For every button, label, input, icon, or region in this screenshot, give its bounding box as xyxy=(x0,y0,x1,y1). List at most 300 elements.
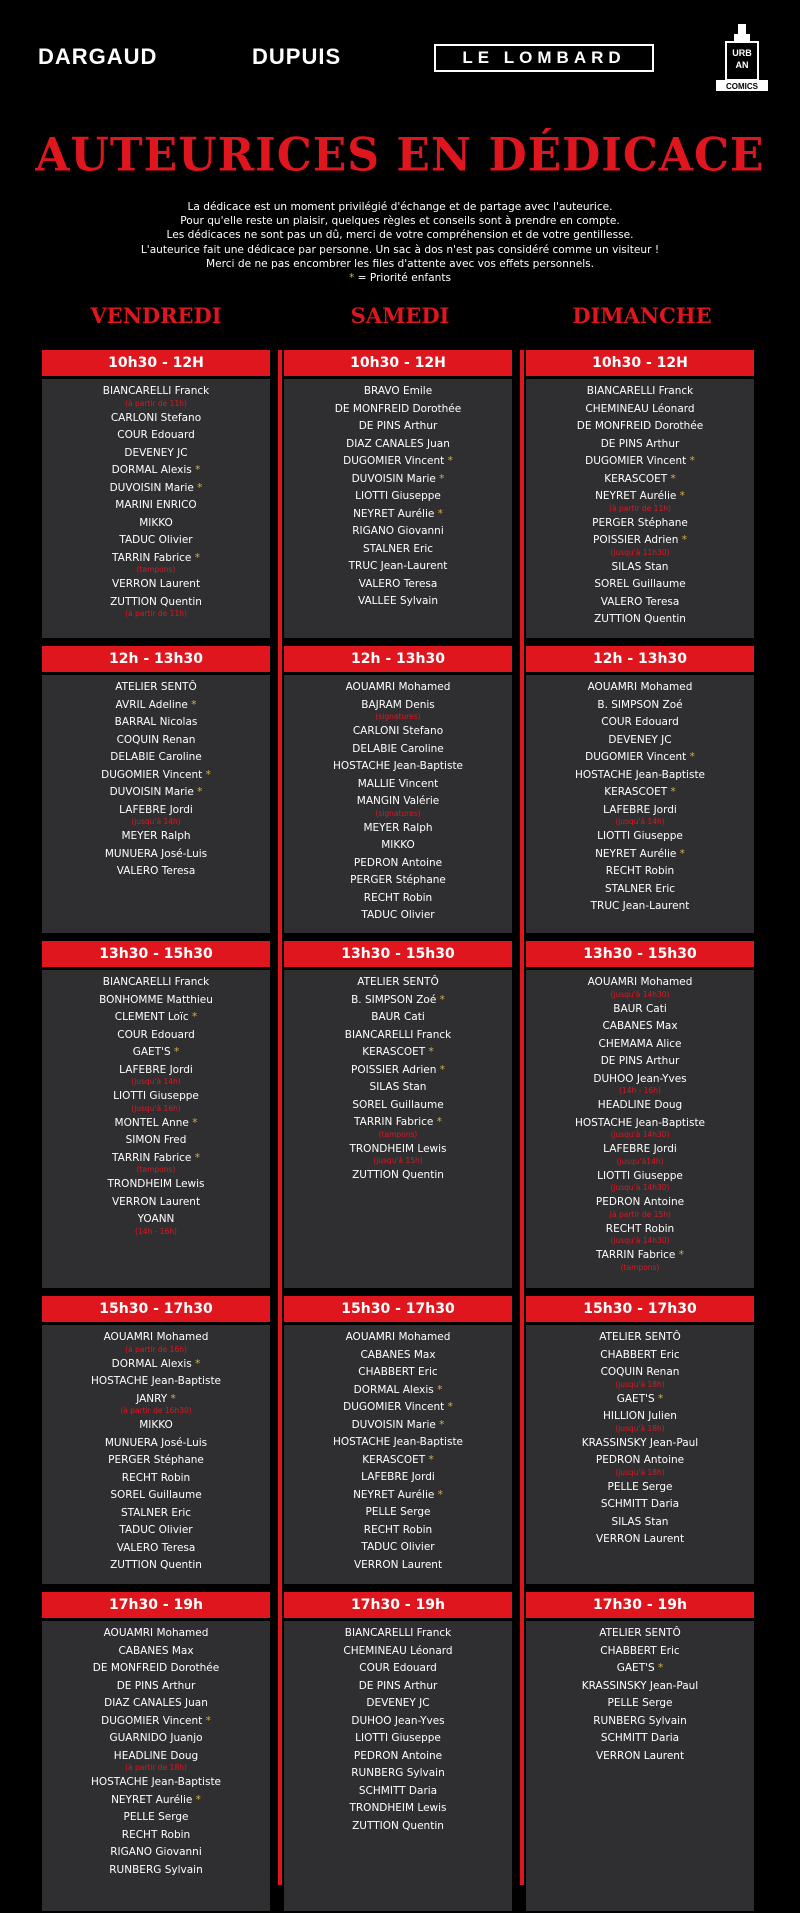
author-entry xyxy=(526,1679,754,1694)
author-name xyxy=(526,1497,754,1512)
author-entry xyxy=(526,472,754,487)
author-entry xyxy=(284,1348,512,1363)
author-name xyxy=(42,1558,270,1573)
author-entry xyxy=(526,612,754,627)
author-name-text: RECHT Robin xyxy=(363,1523,433,1536)
dargaud-logo: DARGAUD xyxy=(38,44,158,69)
author-name-text: PEDRON Antoine xyxy=(353,1749,443,1762)
time-slot xyxy=(42,646,270,933)
child-priority-star-icon: * xyxy=(188,1011,198,1023)
author-name xyxy=(284,777,512,792)
author-name xyxy=(284,419,512,434)
author-name xyxy=(42,1523,270,1538)
author-name-text: ZUTTION Quentin xyxy=(352,1169,444,1181)
author-name xyxy=(526,577,754,592)
author-note: (à partir de 16h) xyxy=(125,1344,187,1354)
author-name-text: TRONDHEIM Lewis xyxy=(107,1178,205,1190)
author-note: (jusqu'à14h) xyxy=(616,1156,664,1166)
author-name xyxy=(526,1515,754,1530)
author-entry xyxy=(526,1365,754,1389)
author-name xyxy=(284,1661,512,1676)
author-entry xyxy=(42,1374,270,1389)
author-name-text: CHABBERT Eric xyxy=(358,1366,438,1378)
author-entry xyxy=(526,864,754,879)
author-name xyxy=(284,1063,512,1078)
author-entry xyxy=(42,1151,270,1175)
author-name xyxy=(42,1151,270,1166)
time-slot-header: 12h - 13h30 xyxy=(42,646,270,672)
author-name-text: CABANES Max xyxy=(602,1020,678,1032)
author-name xyxy=(42,1436,270,1451)
author-entry xyxy=(284,1028,512,1043)
author-entry xyxy=(42,384,270,408)
author-entry xyxy=(526,1749,754,1764)
author-name xyxy=(284,821,512,836)
child-priority-star-icon: * xyxy=(435,472,445,485)
author-name-text: PERGER Stéphane xyxy=(350,874,446,886)
urban-comics-tower-icon xyxy=(712,22,772,94)
author-name-text: HILLION Julien xyxy=(603,1410,677,1422)
author-entry xyxy=(42,1418,270,1433)
author-entry xyxy=(284,1142,512,1166)
author-name xyxy=(284,1080,512,1095)
author-name xyxy=(42,1471,270,1486)
time-slot xyxy=(284,646,512,933)
author-entry xyxy=(284,472,512,487)
author-name-text: MANGIN Valérie xyxy=(356,795,440,807)
author-name-text: KERASCOET xyxy=(604,472,668,485)
author-name-text: VALLEE Sylvain xyxy=(357,595,439,607)
intro-line: Merci de ne pas encombrer les files d'attente avec vos effets personnels. xyxy=(205,257,595,270)
author-name-text: DUGOMIER Vincent xyxy=(101,1714,203,1727)
author-list xyxy=(526,1325,754,1584)
author-name xyxy=(284,838,512,853)
author-name-text: KERASCOET xyxy=(362,1453,426,1466)
author-note: (à partir de 15h) xyxy=(609,1209,671,1219)
author-entry xyxy=(42,1810,270,1825)
author-name-text: CLEMENT Loïc xyxy=(114,1011,189,1023)
author-name-text: VERRON Laurent xyxy=(111,1195,201,1208)
author-name xyxy=(526,1409,754,1424)
author-name xyxy=(42,1661,270,1676)
author-name xyxy=(284,1418,512,1433)
author-note: (à partir de 16h30) xyxy=(120,1406,192,1415)
author-name-text: RECHT Robin xyxy=(605,1222,675,1235)
time-slot xyxy=(284,350,512,638)
author-name-text: PELLE Serge xyxy=(607,1480,673,1493)
author-name-text: VALERO Teresa xyxy=(600,595,680,608)
author-name-text: RUNBERG Sylvain xyxy=(109,1863,203,1876)
child-priority-star-icon: * xyxy=(676,847,685,860)
author-entry xyxy=(42,829,270,844)
author-name-text: SOREL Guillaume xyxy=(352,1098,444,1111)
author-name xyxy=(284,1801,512,1816)
author-name xyxy=(284,1330,512,1345)
time-slot-header: 17h30 - 19h xyxy=(526,1592,754,1618)
author-name-text: HOSTACHE Jean-Baptiste xyxy=(332,1436,464,1448)
author-entry xyxy=(526,1142,754,1166)
author-entry xyxy=(526,402,754,417)
column-divider xyxy=(520,350,524,1885)
author-entry xyxy=(42,1661,270,1676)
author-entry xyxy=(284,1400,512,1415)
author-name-text: LAFEBRE Jordi xyxy=(119,803,193,816)
author-entry xyxy=(284,1679,512,1694)
author-name xyxy=(284,1749,512,1764)
intro-line: L'auteurice fait une dédicace par personne. Un sac à dos n'est pas considéré comme un visiteur ! xyxy=(140,243,660,256)
author-name xyxy=(42,595,270,610)
author-list xyxy=(284,1325,512,1584)
child-priority-star-icon: * xyxy=(202,768,211,781)
time-slot-header: 10h30 - 12H xyxy=(42,350,270,376)
author-entry xyxy=(284,1365,512,1380)
author-name xyxy=(284,594,512,609)
author-name-text: CHABBERT Eric xyxy=(600,1348,680,1361)
author-name xyxy=(42,1357,270,1372)
author-name-text: DE MONFREID Dorothée xyxy=(576,420,704,432)
author-name-text: BIANCARELLI Franck xyxy=(344,1028,452,1041)
author-name xyxy=(42,533,270,548)
author-entry xyxy=(284,1523,512,1538)
author-entry xyxy=(42,1195,270,1210)
child-priority-star-icon: * xyxy=(425,1046,434,1058)
author-name xyxy=(42,1063,270,1078)
author-name-text: DORMAL Alexis xyxy=(111,1357,192,1370)
author-name-text: TADUC Olivier xyxy=(361,909,435,921)
author-entry xyxy=(526,454,754,469)
author-name xyxy=(526,1248,754,1263)
author-entry xyxy=(42,1793,270,1808)
author-name xyxy=(526,1195,754,1210)
child-priority-star-icon: * xyxy=(191,551,200,564)
author-entry xyxy=(42,975,270,990)
author-entry xyxy=(42,533,270,548)
child-priority-star-icon: * xyxy=(170,1046,180,1058)
author-name xyxy=(526,533,754,548)
author-name xyxy=(526,516,754,531)
author-list xyxy=(42,675,270,933)
author-name-text: CHEMINEAU Léonard xyxy=(585,402,695,415)
author-name xyxy=(526,829,754,844)
author-name-text: TARRIN Fabrice xyxy=(354,1116,434,1128)
author-list xyxy=(284,970,512,1288)
author-entry xyxy=(42,847,270,862)
author-name-text: RIGANO Giovanni xyxy=(352,525,444,537)
author-name-text: DE PINS Arthur xyxy=(600,1055,680,1067)
author-name-text: STALNER Eric xyxy=(362,542,434,555)
author-name xyxy=(42,1845,270,1860)
author-entry xyxy=(284,724,512,739)
time-slot-header: 17h30 - 19h xyxy=(42,1592,270,1618)
author-name-text: DUVOISIN Marie xyxy=(109,481,194,494)
author-name xyxy=(42,1089,270,1104)
author-name xyxy=(284,1115,512,1130)
author-name-text: BAUR Cati xyxy=(613,1002,667,1015)
author-entry xyxy=(284,1505,512,1520)
child-priority-star-icon: * xyxy=(191,464,201,476)
author-entry xyxy=(526,1515,754,1530)
svg-text:AN: AN xyxy=(735,60,749,70)
author-entry xyxy=(526,516,754,531)
author-name xyxy=(42,1392,270,1407)
author-entry xyxy=(42,1644,270,1659)
author-name xyxy=(526,402,754,417)
author-entry xyxy=(526,1116,754,1140)
author-name xyxy=(284,1348,512,1363)
child-priority-star-icon: * xyxy=(678,534,687,546)
author-entry xyxy=(526,1644,754,1659)
author-name-text: SCHMITT Daria xyxy=(358,1784,438,1797)
column-divider xyxy=(278,350,282,1885)
author-note: (jusqu'à 14h) xyxy=(131,1077,181,1086)
author-name xyxy=(284,794,512,809)
author-entry xyxy=(42,1714,270,1729)
author-name-text: PERGER Stéphane xyxy=(108,1454,204,1466)
child-priority-star-icon: * xyxy=(433,1383,443,1396)
author-entry xyxy=(284,1080,512,1095)
author-name-text: AOUAMRI Mohamed xyxy=(345,681,451,693)
author-entry xyxy=(526,1019,754,1034)
author-name-text: MIKKO xyxy=(139,516,173,529)
author-name-text: STALNER Eric xyxy=(604,882,676,895)
author-name-text: ZUTTION Quentin xyxy=(110,1559,202,1571)
author-name-text: AOUAMRI Mohamed xyxy=(103,1331,209,1343)
author-entry xyxy=(42,1471,270,1486)
child-priority-star-icon: * xyxy=(193,481,203,494)
author-name-text: COQUIN Renan xyxy=(600,1366,680,1378)
author-name xyxy=(42,1418,270,1433)
author-entry xyxy=(284,1626,512,1641)
time-slot-header: 15h30 - 17h30 xyxy=(42,1296,270,1322)
author-entry xyxy=(284,507,512,522)
author-name-text: DUVOISIN Marie xyxy=(351,1418,436,1431)
author-entry xyxy=(42,498,270,513)
author-name-text: DE PINS Arthur xyxy=(600,437,680,450)
child-priority-star-icon: * xyxy=(425,1453,434,1466)
author-entry xyxy=(42,463,270,478)
author-entry xyxy=(284,1661,512,1676)
child-priority-star-icon: * xyxy=(676,490,685,502)
author-entry xyxy=(526,847,754,862)
author-note: (jusqu'à 14h) xyxy=(615,817,665,826)
author-entry xyxy=(284,856,512,871)
author-entry xyxy=(284,594,512,609)
author-entry xyxy=(284,1749,512,1764)
author-name-text: AOUAMRI Mohamed xyxy=(345,1331,451,1343)
author-entry xyxy=(42,446,270,461)
author-entry xyxy=(526,1222,754,1246)
author-name-text: LIOTTI Giuseppe xyxy=(597,830,683,842)
author-note: (jusqu'à 18h) xyxy=(615,1379,665,1389)
author-name-text: HEADLINE Doug xyxy=(113,1749,199,1762)
author-name-text: VALERO Teresa xyxy=(358,577,438,590)
author-name xyxy=(42,1749,270,1764)
author-name xyxy=(42,577,270,592)
time-slot xyxy=(284,1592,512,1911)
author-entry xyxy=(42,551,270,575)
author-name-text: POISSIER Adrien xyxy=(351,1063,437,1076)
author-name xyxy=(284,1626,512,1641)
author-note: (à partir de 11h) xyxy=(609,503,671,513)
author-name-text: GAET'S xyxy=(616,1392,655,1405)
author-list xyxy=(42,1621,270,1911)
author-name xyxy=(284,1505,512,1520)
author-name xyxy=(284,1523,512,1538)
author-entry xyxy=(526,1731,754,1746)
author-name xyxy=(284,384,512,399)
author-name-text: MUNUERA José-Luis xyxy=(104,1436,208,1449)
author-name-text: DORMAL Alexis xyxy=(353,1383,434,1396)
author-name-text: ZUTTION Quentin xyxy=(352,1819,444,1832)
author-list xyxy=(42,379,270,638)
author-name xyxy=(42,551,270,566)
author-entry xyxy=(42,1330,270,1354)
author-name-text: NEYRET Aurélie xyxy=(111,1793,193,1806)
author-name-text: AOUAMRI Mohamed xyxy=(587,976,693,988)
author-name-text: SIMON Fred xyxy=(125,1134,187,1146)
author-note: (jusqu'à 14h) xyxy=(131,817,181,826)
author-name-text: LAFEBRE Jordi xyxy=(603,1143,677,1155)
author-name-text: CABANES Max xyxy=(360,1348,436,1361)
author-name xyxy=(42,733,270,748)
author-entry xyxy=(284,1470,512,1485)
author-list xyxy=(526,1621,754,1911)
author-name xyxy=(284,856,512,871)
author-name-text: RUNBERG Sylvain xyxy=(351,1767,445,1779)
author-name-text: CARLONI Stefano xyxy=(352,725,444,737)
author-entry xyxy=(526,1330,754,1345)
author-name-text: NEYRET Aurélie xyxy=(353,1488,435,1501)
author-entry xyxy=(284,1766,512,1781)
author-name xyxy=(526,1054,754,1069)
author-name xyxy=(526,1749,754,1764)
author-entry xyxy=(284,794,512,818)
author-name xyxy=(526,1142,754,1157)
author-name xyxy=(42,803,270,818)
child-priority-star-icon: * xyxy=(444,1401,453,1413)
author-name xyxy=(284,1142,512,1157)
author-name xyxy=(526,1169,754,1184)
author-name xyxy=(42,1506,270,1521)
star-legend-text: = Priorité enfants xyxy=(357,272,452,285)
author-name-text: CARLONI Stefano xyxy=(110,411,202,424)
time-slot-header: 12h - 13h30 xyxy=(526,646,754,672)
author-entry xyxy=(526,1348,754,1363)
author-name xyxy=(526,803,754,818)
author-name-text: VERRON Laurent xyxy=(595,1749,685,1762)
author-name xyxy=(42,463,270,478)
author-name-text: AVRIL Adeline xyxy=(115,698,188,711)
author-name xyxy=(526,437,754,452)
author-name xyxy=(284,1679,512,1694)
author-name xyxy=(526,560,754,575)
author-entry xyxy=(526,489,754,513)
author-name xyxy=(526,1072,754,1087)
author-name xyxy=(42,829,270,844)
author-entry xyxy=(526,1436,754,1451)
author-name-text: GAET'S xyxy=(616,1662,655,1674)
author-name-text: BAJRAM Denis xyxy=(361,698,435,711)
author-name-text: LAFEBRE Jordi xyxy=(119,1063,193,1076)
author-entry xyxy=(284,891,512,906)
author-entry xyxy=(42,428,270,443)
author-name-text: DELABIE Caroline xyxy=(110,751,202,763)
child-priority-star-icon: * xyxy=(436,1063,445,1076)
time-slot xyxy=(284,941,512,1288)
author-name xyxy=(284,908,512,923)
author-name-text: BIANCARELLI Franck xyxy=(586,385,694,397)
author-name-text: STALNER Eric xyxy=(120,1506,192,1519)
author-name xyxy=(526,1436,754,1451)
author-note: (jusqu'à 14h30) xyxy=(610,1236,670,1245)
author-name-text: SILAS Stan xyxy=(369,1081,427,1093)
svg-text:COMICS: COMICS xyxy=(726,82,758,91)
author-entry xyxy=(526,1714,754,1729)
child-priority-star-icon: * xyxy=(191,1357,201,1370)
author-name xyxy=(526,1098,754,1113)
author-entry xyxy=(284,1168,512,1183)
author-name xyxy=(42,864,270,879)
author-name-text: DEVENEY JC xyxy=(608,733,672,746)
author-note: (14h - 16h) xyxy=(619,1086,661,1095)
author-name xyxy=(526,595,754,610)
author-entry xyxy=(42,698,270,713)
author-name-text: BIANCARELLI Franck xyxy=(102,976,210,988)
child-priority-star-icon: * xyxy=(686,455,695,467)
author-name-text: MONTEL Anne xyxy=(114,1116,189,1129)
author-name-text: PEDRON Antoine xyxy=(595,1196,685,1208)
dupuis-logo: DUPUIS xyxy=(252,44,342,69)
author-name xyxy=(284,1045,512,1060)
author-name-text: AOUAMRI Mohamed xyxy=(103,1627,209,1639)
author-entry xyxy=(526,1696,754,1711)
author-name xyxy=(526,1480,754,1495)
author-name-text: VALERO Teresa xyxy=(116,1541,196,1554)
child-priority-star-icon: * xyxy=(686,751,695,763)
child-priority-star-icon: * xyxy=(191,1151,200,1164)
author-name-text: TADUC Olivier xyxy=(119,1524,193,1536)
time-slot xyxy=(42,350,270,638)
author-name xyxy=(42,1541,270,1556)
author-name xyxy=(284,1400,512,1415)
author-entry xyxy=(42,1828,270,1843)
author-note: (à partir de 11h) xyxy=(125,398,187,408)
author-name xyxy=(526,1365,754,1380)
author-name xyxy=(526,847,754,862)
author-entry xyxy=(526,715,754,730)
child-priority-star-icon: * xyxy=(667,472,676,485)
author-entry xyxy=(284,1098,512,1113)
author-entry xyxy=(284,1819,512,1834)
author-name xyxy=(526,680,754,695)
author-name-text: SILAS Stan xyxy=(611,1515,669,1528)
author-note: (jusqu'à 11h30) xyxy=(610,547,670,557)
author-name xyxy=(284,1714,512,1729)
author-entry xyxy=(526,785,754,800)
author-note: (signatures) xyxy=(375,712,421,721)
author-entry xyxy=(42,1731,270,1746)
author-name xyxy=(284,489,512,504)
author-name xyxy=(526,1116,754,1131)
author-entry xyxy=(526,1037,754,1052)
author-entry xyxy=(42,1392,270,1416)
time-slot xyxy=(42,1592,270,1911)
child-priority-star-icon: * xyxy=(434,1488,443,1501)
author-note: (à partir de 18h) xyxy=(125,1763,187,1772)
author-name-text: BARRAL Nicolas xyxy=(114,716,198,728)
intro-line: La dédicace est un moment privilégié d'échange et de partage avec l'auteurice. xyxy=(187,201,613,213)
author-name-text: VALERO Teresa xyxy=(116,865,196,877)
